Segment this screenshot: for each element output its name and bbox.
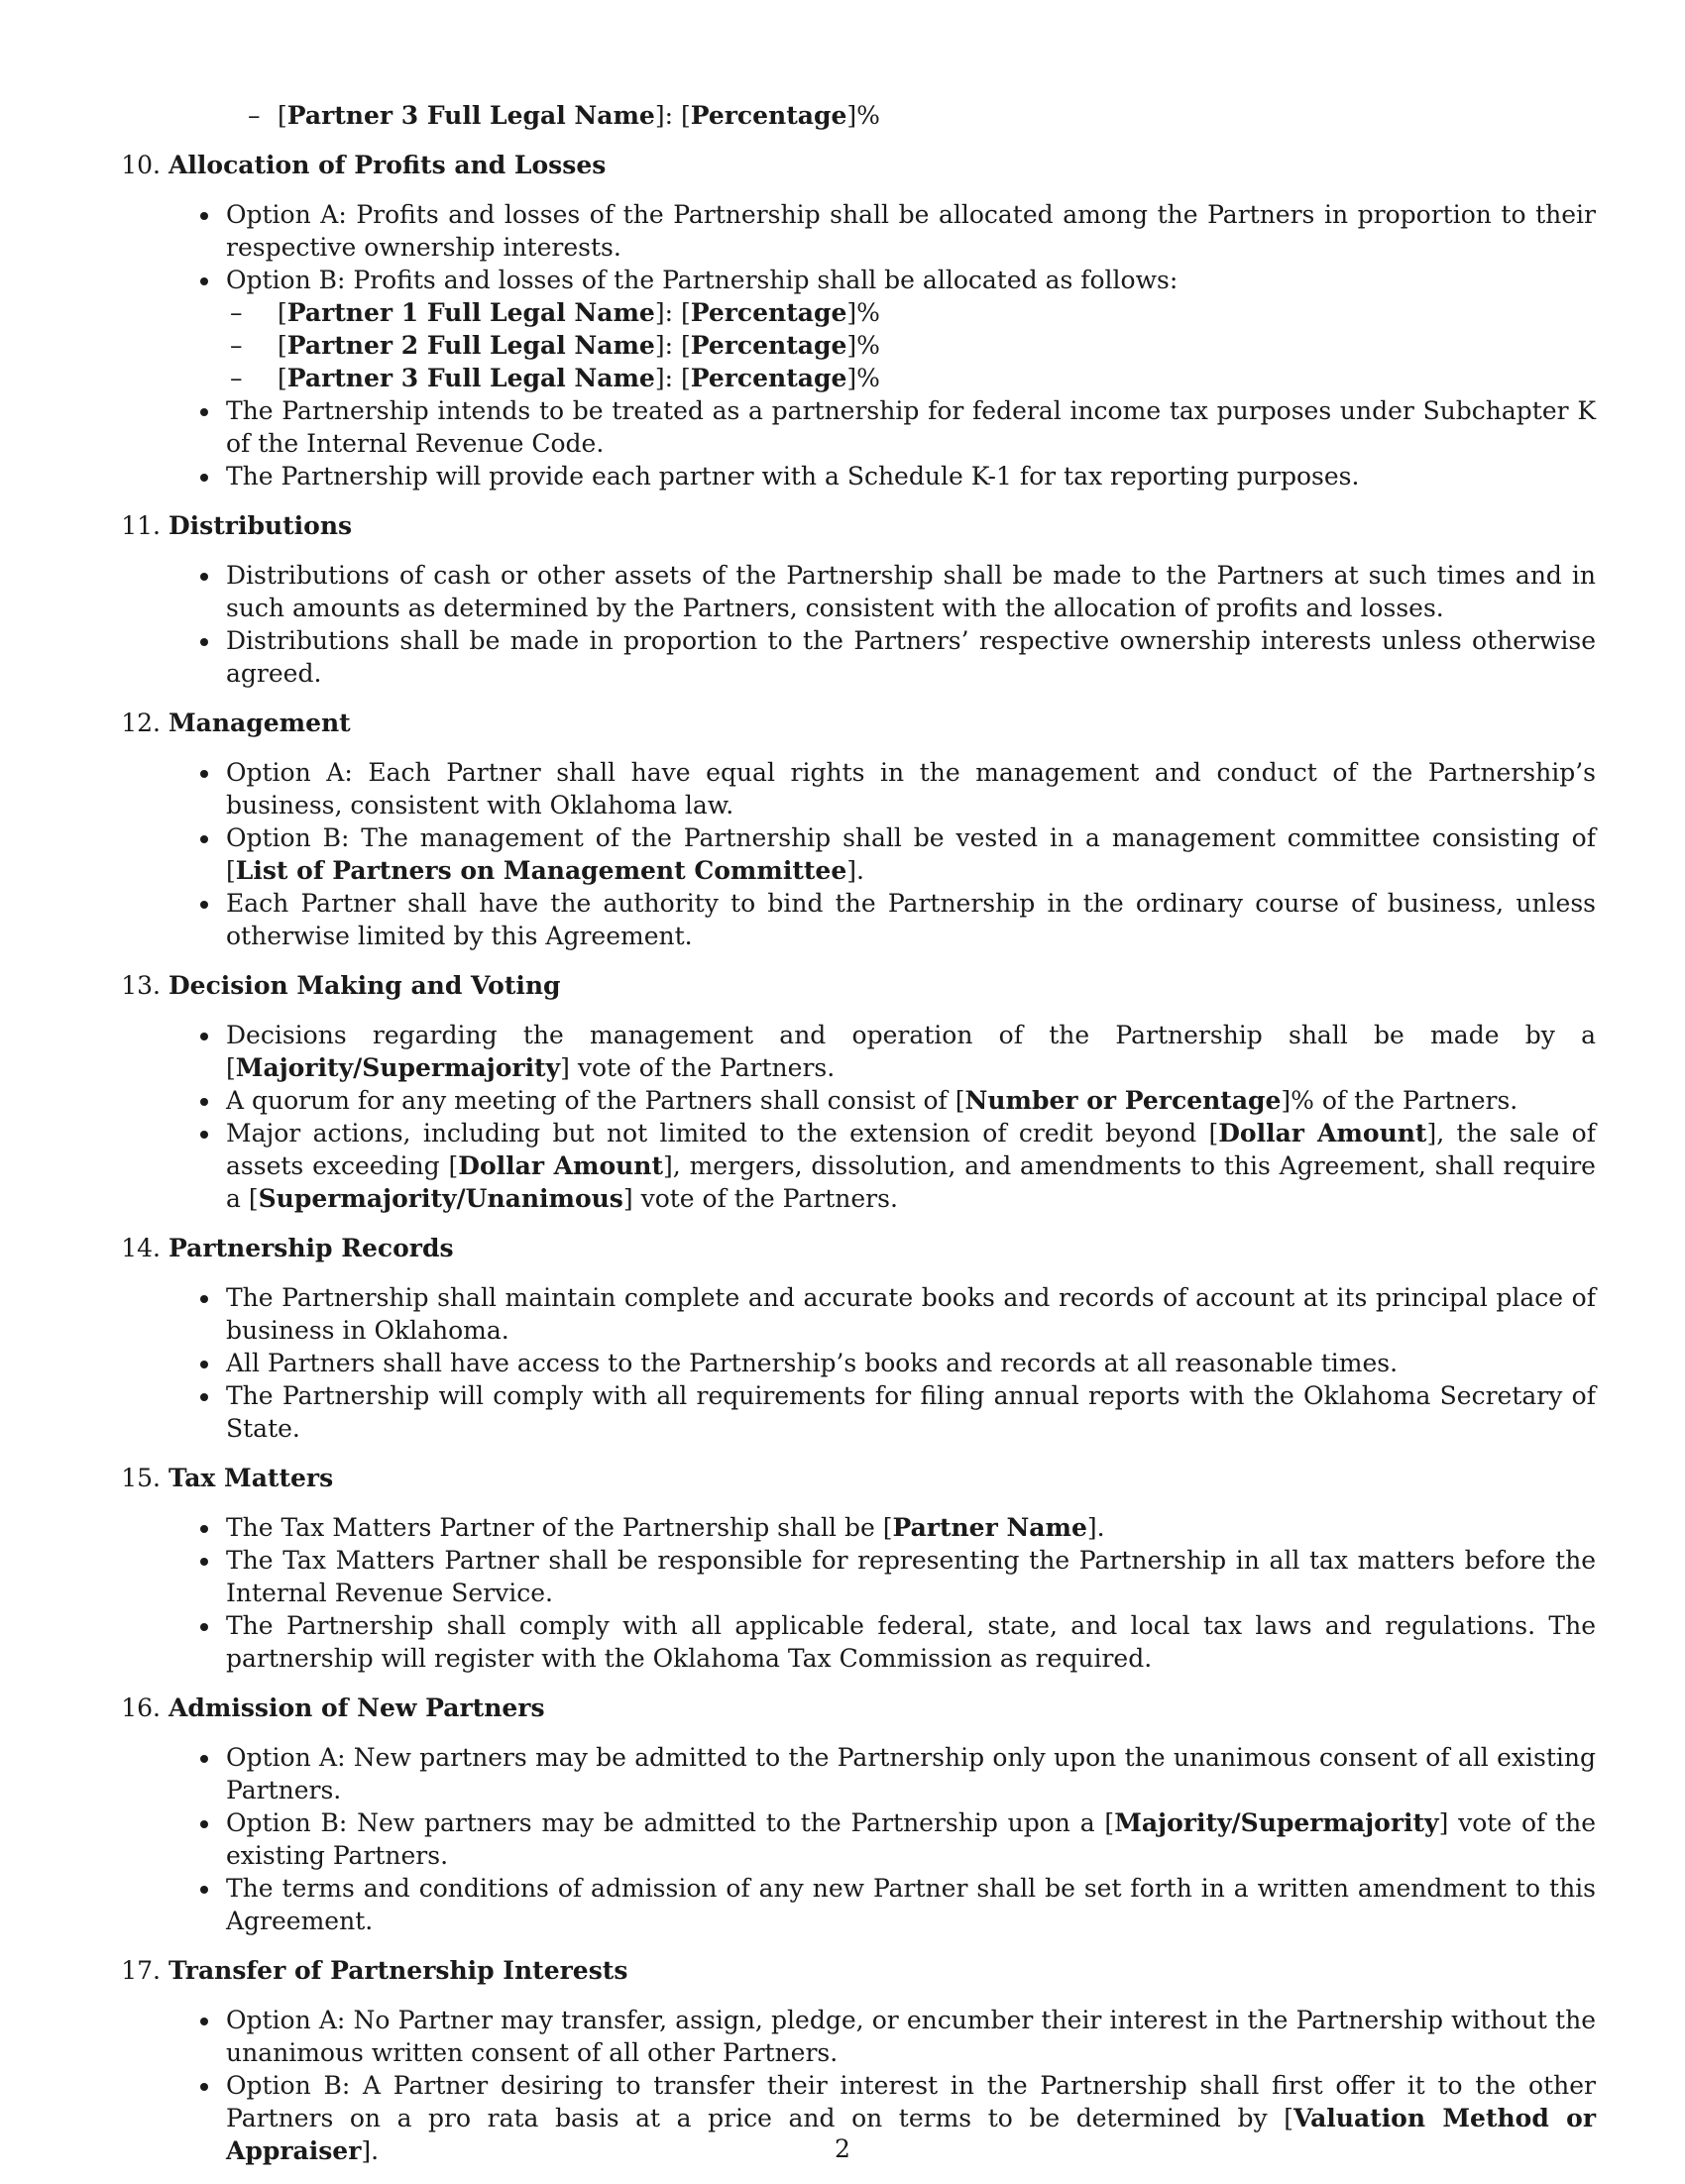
placeholder-field: List of Partners on Management Committee (235, 856, 847, 885)
bullet-list (109, 1019, 1596, 1215)
section-number: 12. (121, 709, 161, 737)
placeholder-field: Dollar Amount (1218, 1119, 1427, 1147)
section-admission-of-new-partners (109, 1692, 1596, 1937)
partner-name-placeholder: Partner 3 Full Legal Name (286, 101, 655, 130)
bullet-item (226, 1084, 1596, 1117)
percentage-placeholder: Percentage (690, 364, 847, 392)
bullet-text: Major actions, including but not limited to the extension of credit beyond [Dollar Amount], the sale of assets exceeding [Dollar Amount], mergers, dissolution, and amendments to this Agreement, shall require a [Supermajority/Unanimous] vote of the Partners. (226, 1119, 1596, 1213)
agreement-sections (109, 149, 1596, 2184)
bullet-item (226, 1281, 1596, 1347)
section-distributions (109, 509, 1596, 690)
bullet-item (226, 198, 1596, 264)
bullet-item (226, 1019, 1596, 1084)
bullet-item (226, 460, 1596, 492)
section-heading (109, 149, 1596, 181)
bullet-text: The Partnership shall maintain complete and accurate books and records of account at its principal place of business in Oklahoma. (226, 1283, 1596, 1345)
percentage-placeholder: Percentage (690, 298, 847, 327)
section-number: 10. (121, 151, 161, 179)
bullet-text: The Partnership shall comply with all applicable federal, state, and local tax laws and regulations. The partnership will register with the Oklahoma Tax Commission as required. (226, 1611, 1596, 1673)
partner-name-placeholder: Partner 2 Full Legal Name (286, 331, 655, 360)
section-title: Transfer of Partnership Interests (168, 1956, 628, 1985)
bullet-text: Option A: Profits and losses of the Partnership shall be allocated among the Partners in proportion to their respective ownership interests. (226, 200, 1596, 262)
bullet-item (226, 394, 1596, 460)
bullet-text: Each Partner shall have the authority to bind the Partnership in the ordinary course of business, unless otherwise limited by this Agreement. (226, 889, 1596, 950)
bullet-item (226, 264, 1596, 394)
section-title: Decision Making and Voting (168, 971, 561, 1000)
bullet-item (226, 1806, 1596, 1872)
section-heading (109, 1954, 1596, 1987)
percentage-placeholder: Percentage (690, 101, 847, 130)
bullet-item (226, 1544, 1596, 1609)
bullet-item (226, 756, 1596, 821)
bullet-list (109, 559, 1596, 690)
section-title: Admission of New Partners (168, 1693, 545, 1722)
section-heading (109, 1232, 1596, 1264)
bullet-item (226, 1872, 1596, 1937)
section-title: Tax Matters (168, 1464, 334, 1492)
bullet-text: The terms and conditions of admission of any new Partner shall be set forth in a written amendment to this Agreement. (226, 1874, 1596, 1935)
bullet-item (226, 1117, 1596, 1215)
bullet-text: Option B: Profits and losses of the Partnership shall be allocated as follows: (226, 266, 1179, 294)
bullet-text: Option B: The management of the Partnership shall be vested in a management committee consisting of [List of Partners on Management Committee]. (226, 823, 1596, 885)
placeholder-field: Valuation Method or Appraiser (226, 2104, 1597, 2165)
section-number: 13. (121, 971, 161, 1000)
bullet-item (226, 624, 1596, 690)
bullet-text: The Partnership will provide each partner with a Schedule K-1 for tax reporting purposes. (226, 462, 1360, 491)
bullet-item (226, 887, 1596, 952)
section-tax-matters (109, 1462, 1596, 1675)
section-decision-making-and-voting (109, 969, 1596, 1215)
section-title: Partnership Records (168, 1234, 454, 1262)
bullet-item (226, 1609, 1596, 1675)
bullet-text: A quorum for any meeting of the Partners shall consist of [Number or Percentage]% of the Partners. (226, 1086, 1518, 1115)
section-number: 15. (121, 1464, 161, 1492)
bullet-text: Option A: No Partner may transfer, assign, pledge, or encumber their interest in the Partnership without the unanimous written consent of all other Partners. (226, 2006, 1596, 2067)
placeholder-field: Majority/Supermajority (235, 1053, 561, 1082)
bullet-list (109, 1741, 1596, 1937)
section-heading (109, 707, 1596, 739)
section-heading (109, 1462, 1596, 1494)
bullet-item (226, 2004, 1596, 2069)
partner-name-placeholder: Partner 1 Full Legal Name (286, 298, 655, 327)
section-number: 16. (121, 1693, 161, 1722)
bullet-item (226, 559, 1596, 624)
bullet-list (109, 198, 1596, 492)
section-title: Distributions (168, 511, 353, 540)
dash-item: – [Partner 1 Full Legal Name]: [Percentage]% (278, 296, 1596, 329)
bullet-text: Option B: New partners may be admitted to the Partnership upon a [Majority/Supermajority] vote of the existing Partners. (226, 1808, 1596, 1870)
bullet-item (226, 1511, 1596, 1544)
bullet-list (109, 1511, 1596, 1675)
section-number: 14. (121, 1234, 161, 1262)
bullet-text: All Partners shall have access to the Partnership’s books and records at all reasonable times. (226, 1349, 1399, 1377)
placeholder-field: Supermajority/Unanimous (258, 1184, 623, 1213)
section-heading (109, 509, 1596, 542)
bullet-text: The Partnership intends to be treated as a partnership for federal income tax purposes under Subchapter K of the Internal Revenue Code. (226, 396, 1596, 458)
bullet-text: Option A: New partners may be admitted to the Partnership only upon the unanimous consent of all existing Partners. (226, 1743, 1596, 1804)
partner-3-percentage-line: – [Partner 3 Full Legal Name]: [Percentage]% (248, 101, 880, 130)
dash-item: – [Partner 2 Full Legal Name]: [Percentage]% (278, 329, 1596, 362)
dash-list (226, 296, 1596, 394)
bullet-text: The Partnership will comply with all requirements for filing annual reports with the Oklahoma Secretary of State. (226, 1381, 1596, 1443)
section-number: 17. (121, 1956, 161, 1985)
bullet-text: Distributions of cash or other assets of the Partnership shall be made to the Partners at such times and in such amounts as determined by the Partners, consistent with the allocation of profits and losses. (226, 561, 1596, 622)
bullet-item (226, 1379, 1596, 1445)
section-number: 11. (121, 511, 161, 540)
bullet-text: Distributions shall be made in proportion to the Partners’ respective ownership interests unless otherwise agreed. (226, 626, 1596, 688)
placeholder-field: Majority/Supermajority (1114, 1808, 1439, 1837)
bullet-list (109, 1281, 1596, 1445)
bullet-text: Option A: Each Partner shall have equal rights in the management and conduct of the Partnership’s business, consistent with Oklahoma law. (226, 758, 1596, 819)
dash-item: – [Partner 3 Full Legal Name]: [Percentage]% (278, 362, 1596, 394)
section-heading (109, 1692, 1596, 1724)
bullet-list (109, 756, 1596, 952)
placeholder-field: Dollar Amount (458, 1151, 664, 1180)
section-allocation-of-profits-and-losses (109, 149, 1596, 492)
bullet-item (226, 1741, 1596, 1806)
section-title: Allocation of Profits and Losses (168, 151, 607, 179)
section-management (109, 707, 1596, 952)
bullet-item (226, 821, 1596, 887)
bullet-item (226, 1347, 1596, 1379)
bullet-text: Decisions regarding the management and operation of the Partnership shall be made by a [Majority/Supermajority] vote of the Partners. (226, 1021, 1596, 1082)
placeholder-field: Number or Percentage (964, 1086, 1282, 1115)
partner-name-placeholder: Partner 3 Full Legal Name (286, 364, 655, 392)
page-number: 2 (835, 2134, 850, 2163)
section-heading (109, 969, 1596, 1002)
section-title: Management (168, 709, 351, 737)
bullet-text: The Tax Matters Partner shall be responsible for representing the Partnership in all tax matters before the Internal Revenue Service. (226, 1546, 1596, 1607)
bullet-text: Option B: A Partner desiring to transfer their interest in the Partnership shall first offer it to the other Partners on a pro rata basis at a price and on terms to be determined by [Valuation Method or Appraiser]. (226, 2071, 1597, 2165)
bullet-text: The Tax Matters Partner of the Partnership shall be [Partner Name]. (226, 1513, 1105, 1542)
placeholder-field: Partner Name (892, 1513, 1087, 1542)
percentage-placeholder: Percentage (690, 331, 847, 360)
section-partnership-records (109, 1232, 1596, 1445)
